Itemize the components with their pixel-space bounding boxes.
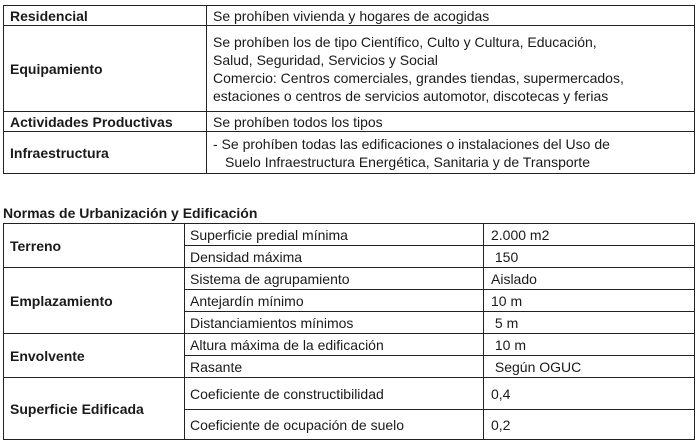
row-desc-equipamiento [207,26,695,112]
value-cell: Según OGUC [484,356,695,378]
value-cell: 5 m [484,312,695,334]
value-cell: 10 m [484,334,695,356]
param-cell: Rasante [185,356,484,378]
value-cell: 2.000 m2 [484,224,695,246]
desc-line: - Se prohíben todas las edificaciones o instalaciones del Uso de [213,135,610,152]
param-cell: Altura máxima de la edificación [185,334,484,356]
table-row [4,268,695,290]
row-desc-infraestructura [207,132,695,174]
table-row [4,6,695,26]
section-title: Normas de Urbanización y Edificación [3,205,258,221]
table-row [4,112,695,132]
param-cell: Antejardín mínimo [185,290,484,312]
row-label-infraestructura: Infraestructura [4,132,207,174]
row-desc-residencial [207,6,695,26]
desc-line: Se prohíben los de tipo Científico, Culto y Cultura, Educación, [213,33,597,50]
normas-table [3,223,695,440]
table-row [4,132,695,174]
row-label-residencial: Residencial [4,6,207,26]
table-row [4,26,695,112]
param-cell: Coeficiente de ocupación de suelo [185,410,484,440]
value-cell: 0,4 [484,378,695,410]
param-cell: Superficie predial mínima [185,224,484,246]
usos-table [3,5,695,174]
param-cell: Sistema de agrupamiento [185,268,484,290]
group-label-superficie-edificada: Superficie Edificada [4,378,185,440]
desc-line: Se prohíben vivienda y hogares de acogidas [213,7,490,24]
desc-line: Comercio: Centros comerciales, grandes tiendas, supermercados, [213,69,624,86]
group-label-terreno: Terreno [4,224,185,268]
row-label-actividades-productivas: Actividades Productivas [4,112,207,132]
group-label-emplazamiento: Emplazamiento [4,268,185,334]
desc-line: Suelo Infraestructura Energética, Sanitaria y de Transporte [225,153,590,170]
group-label-envolvente: Envolvente [4,334,185,378]
desc-line: Salud, Seguridad, Servicios y Social [213,51,438,68]
row-label-equipamiento: Equipamiento [4,26,207,112]
value-cell: 0,2 [484,410,695,440]
param-cell: Densidad máxima [185,246,484,268]
value-cell: Aislado [484,268,695,290]
param-cell: Distanciamientos mínimos [185,312,484,334]
row-desc-actividades-productivas [207,112,695,132]
param-cell: Coeficiente de constructibilidad [185,378,484,410]
value-cell: 10 m [484,290,695,312]
desc-line: estaciones o centros de servicios automotor, discotecas y ferias [213,87,609,104]
table-row [4,224,695,246]
desc-line: Se prohíben todos los tipos [213,113,383,130]
table-row [4,334,695,356]
table-row [4,378,695,410]
value-cell: 150 [484,246,695,268]
